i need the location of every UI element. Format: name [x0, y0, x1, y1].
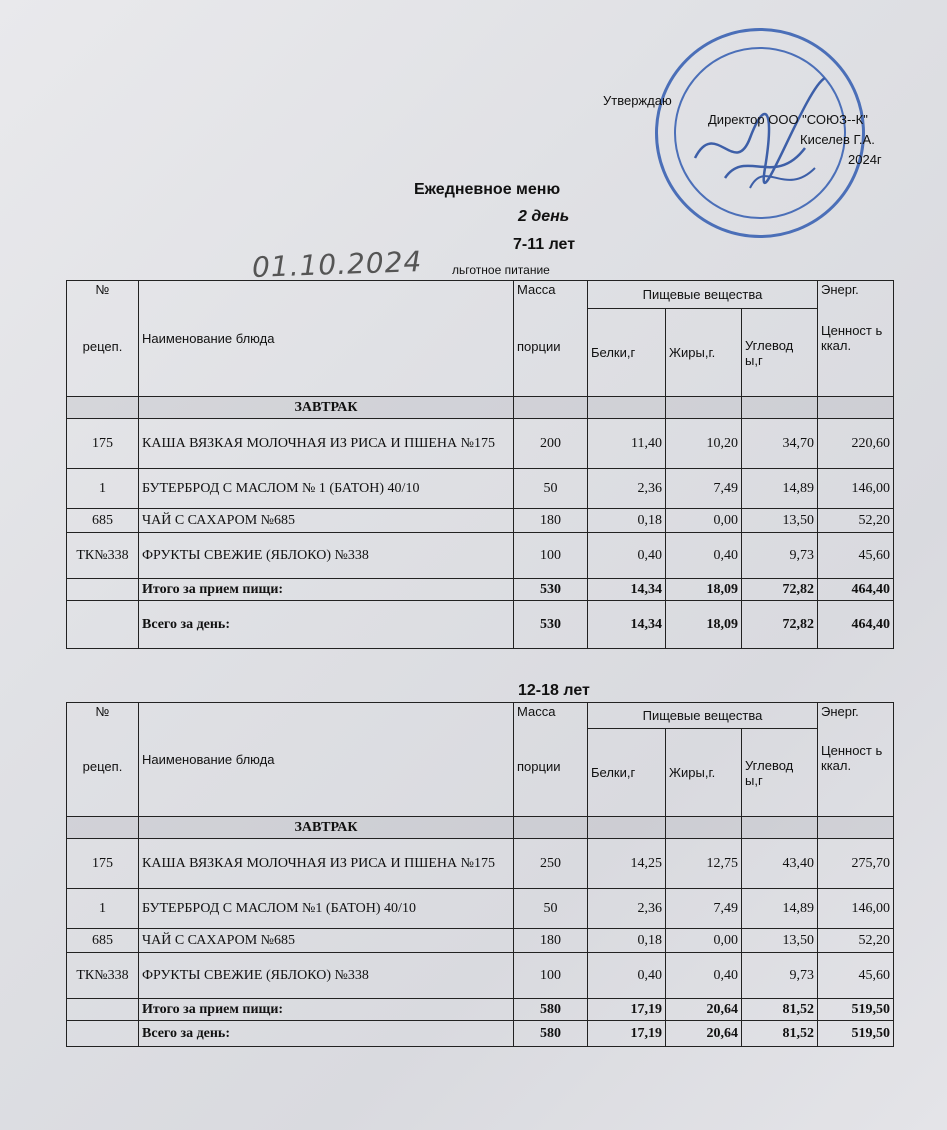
energy: 146,00 — [818, 469, 894, 509]
dish-name: ФРУКТЫ СВЕЖИЕ (ЯБЛОКО) №338 — [139, 953, 514, 999]
protein: 0,40 — [588, 533, 666, 579]
mass: 250 — [514, 839, 588, 889]
table-row — [67, 929, 894, 953]
subtotal-protein: 14,34 — [588, 579, 666, 601]
menu-table-7-11 — [66, 280, 894, 649]
total-carbs: 81,52 — [742, 1021, 818, 1047]
fat: 12,75 — [666, 839, 742, 889]
day-title: 2 день — [518, 208, 570, 225]
menu-table-12-18 — [66, 702, 894, 1047]
header-protein: Белки,г — [588, 309, 666, 397]
recipe-no: 685 — [67, 929, 139, 953]
protein: 2,36 — [588, 469, 666, 509]
subtotal-row — [67, 999, 894, 1021]
mass: 180 — [514, 929, 588, 953]
dish-name: КАША ВЯЗКАЯ МОЛОЧНАЯ ИЗ РИСА И ПШЕНА №175 — [139, 419, 514, 469]
table-row — [67, 839, 894, 889]
header-energy-top: Энерг. — [821, 282, 859, 297]
subtotal-label: Итого за прием пищи: — [139, 579, 514, 601]
section-cell — [588, 397, 666, 419]
header-nutrients: Пищевые вещества — [588, 703, 818, 729]
section-cell — [742, 397, 818, 419]
protein: 11,40 — [588, 419, 666, 469]
section-cell — [818, 817, 894, 839]
header-recipe-no-bottom: рецеп. — [82, 759, 123, 774]
header-energy-bottom: Ценност ь ккал. — [821, 323, 883, 353]
section-cell — [742, 817, 818, 839]
subtotal-fat: 20,64 — [666, 999, 742, 1021]
header-fat: Жиры,г. — [666, 309, 742, 397]
total-protein: 14,34 — [588, 601, 666, 649]
section-cell — [588, 817, 666, 839]
energy: 52,20 — [818, 509, 894, 533]
mass: 100 — [514, 953, 588, 999]
approve-word: Утверждаю — [603, 93, 672, 108]
fat: 0,40 — [666, 533, 742, 579]
subtotal-row — [67, 579, 894, 601]
header-recipe-no-bottom: рецеп. — [82, 339, 123, 354]
header-mass-top: Масса — [517, 282, 556, 297]
total-empty — [67, 1021, 139, 1047]
energy: 45,60 — [818, 953, 894, 999]
recipe-no: 1 — [67, 469, 139, 509]
header-mass — [514, 281, 588, 397]
benefit-label: льготное питание — [452, 263, 550, 277]
dish-name: ЧАЙ С САХАРОМ №685 — [139, 509, 514, 533]
dish-name: КАША ВЯЗКАЯ МОЛОЧНАЯ ИЗ РИСА И ПШЕНА №175 — [139, 839, 514, 889]
dish-name: БУТЕРБРОД С МАСЛОМ №1 (БАТОН) 40/10 — [139, 889, 514, 929]
table-row — [67, 953, 894, 999]
total-energy: 464,40 — [818, 601, 894, 649]
carbs: 13,50 — [742, 929, 818, 953]
age-group-1: 7-11 лет — [513, 236, 576, 253]
fat: 7,49 — [666, 469, 742, 509]
header-mass — [514, 703, 588, 817]
header-recipe-no — [67, 281, 139, 397]
header-energy-bottom: Ценност ь ккал. — [821, 743, 883, 773]
dish-name: БУТЕРБРОД С МАСЛОМ № 1 (БАТОН) 40/10 — [139, 469, 514, 509]
section-cell — [666, 817, 742, 839]
table-row — [67, 509, 894, 533]
section-cell — [818, 397, 894, 419]
protein: 2,36 — [588, 889, 666, 929]
section-title: ЗАВТРАК — [139, 397, 514, 419]
header-carbs: Углевод ы,г — [742, 729, 818, 817]
recipe-no: 175 — [67, 419, 139, 469]
energy: 220,60 — [818, 419, 894, 469]
approval-name: Киселев Г.А. — [800, 132, 875, 147]
carbs: 43,40 — [742, 839, 818, 889]
recipe-no: 1 — [67, 889, 139, 929]
header-fat: Жиры,г. — [666, 729, 742, 817]
header-nutrients: Пищевые вещества — [588, 281, 818, 309]
mass: 50 — [514, 469, 588, 509]
protein: 14,25 — [588, 839, 666, 889]
carbs: 9,73 — [742, 533, 818, 579]
recipe-no: ТК№338 — [67, 533, 139, 579]
section-cell — [514, 397, 588, 419]
header-recipe-no — [67, 703, 139, 817]
recipe-no: 685 — [67, 509, 139, 533]
header-mass-bottom: порции — [517, 339, 561, 354]
total-protein: 17,19 — [588, 1021, 666, 1047]
carbs: 14,89 — [742, 889, 818, 929]
dish-name: ЧАЙ С САХАРОМ №685 — [139, 929, 514, 953]
total-carbs: 72,82 — [742, 601, 818, 649]
energy: 146,00 — [818, 889, 894, 929]
fat: 0,40 — [666, 953, 742, 999]
subtotal-label: Итого за прием пищи: — [139, 999, 514, 1021]
total-empty — [67, 601, 139, 649]
total-mass: 530 — [514, 601, 588, 649]
carbs: 14,89 — [742, 469, 818, 509]
subtotal-fat: 18,09 — [666, 579, 742, 601]
subtotal-mass: 530 — [514, 579, 588, 601]
recipe-no: ТК№338 — [67, 953, 139, 999]
energy: 275,70 — [818, 839, 894, 889]
age-group-2: 12-18 лет — [518, 682, 590, 699]
subtotal-mass: 580 — [514, 999, 588, 1021]
header-recipe-no-top: № — [95, 704, 110, 719]
approval-director: Директор ООО "СОЮЗ--К" — [708, 112, 868, 127]
total-mass: 580 — [514, 1021, 588, 1047]
table-row — [67, 419, 894, 469]
total-energy: 519,50 — [818, 1021, 894, 1047]
header-energy — [818, 703, 894, 817]
table-row — [67, 469, 894, 509]
protein: 0,40 — [588, 953, 666, 999]
subtotal-carbs: 72,82 — [742, 579, 818, 601]
subtotal-protein: 17,19 — [588, 999, 666, 1021]
header-recipe-no-top: № — [95, 282, 110, 297]
approval-year: 2024г — [848, 152, 882, 167]
total-label: Всего за день: — [139, 1021, 514, 1047]
header-dish-name: Наименование блюда — [139, 281, 514, 397]
fat: 0,00 — [666, 509, 742, 533]
energy: 52,20 — [818, 929, 894, 953]
mass: 100 — [514, 533, 588, 579]
menu-title: Ежедневное меню — [414, 181, 561, 198]
protein: 0,18 — [588, 929, 666, 953]
total-fat: 20,64 — [666, 1021, 742, 1047]
subtotal-carbs: 81,52 — [742, 999, 818, 1021]
table-row — [67, 533, 894, 579]
carbs: 9,73 — [742, 953, 818, 999]
handwritten-date: 01.10.2024 — [251, 245, 423, 284]
total-row — [67, 601, 894, 649]
subtotal-energy: 464,40 — [818, 579, 894, 601]
recipe-no: 175 — [67, 839, 139, 889]
section-cell — [514, 817, 588, 839]
header-energy-top: Энерг. — [821, 704, 859, 719]
subtotal-energy: 519,50 — [818, 999, 894, 1021]
fat: 7,49 — [666, 889, 742, 929]
section-title: ЗАВТРАК — [139, 817, 514, 839]
table-row — [67, 889, 894, 929]
section-cell — [67, 397, 139, 419]
fat: 10,20 — [666, 419, 742, 469]
header-mass-top: Масса — [517, 704, 556, 719]
mass: 50 — [514, 889, 588, 929]
header-dish-name: Наименование блюда — [139, 703, 514, 817]
mass: 200 — [514, 419, 588, 469]
header-protein: Белки,г — [588, 729, 666, 817]
total-row — [67, 1021, 894, 1047]
header-energy — [818, 281, 894, 397]
subtotal-empty — [67, 999, 139, 1021]
header-carbs: Углевод ы,г — [742, 309, 818, 397]
mass: 180 — [514, 509, 588, 533]
dish-name: ФРУКТЫ СВЕЖИЕ (ЯБЛОКО) №338 — [139, 533, 514, 579]
header-mass-bottom: порции — [517, 759, 561, 774]
energy: 45,60 — [818, 533, 894, 579]
carbs: 13,50 — [742, 509, 818, 533]
total-label: Всего за день: — [139, 601, 514, 649]
fat: 0,00 — [666, 929, 742, 953]
total-fat: 18,09 — [666, 601, 742, 649]
protein: 0,18 — [588, 509, 666, 533]
section-cell — [67, 817, 139, 839]
subtotal-empty — [67, 579, 139, 601]
carbs: 34,70 — [742, 419, 818, 469]
section-cell — [666, 397, 742, 419]
